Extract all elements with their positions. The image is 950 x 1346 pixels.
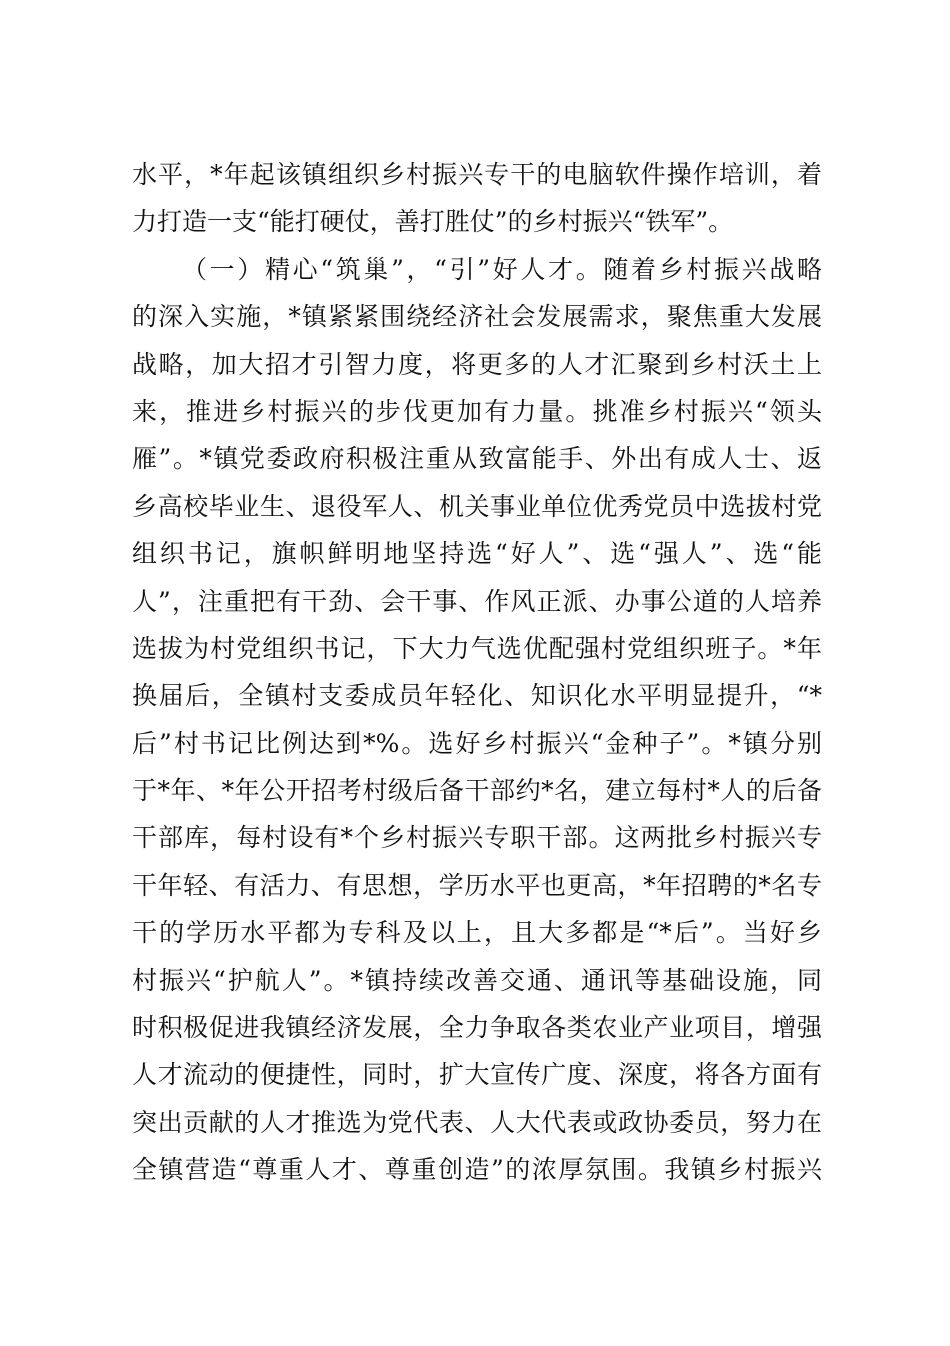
text-line: 换届后，全镇村支委成员年轻化、知识化水平明显提升，“*	[132, 681, 822, 711]
text-line: 全镇营造“尊重人才、尊重创造”的浓厚氛围。我镇乡村振兴	[132, 1155, 822, 1185]
text-line: 突出贡献的人才推选为党代表、人大代表或政协委员，努力在	[132, 1107, 822, 1137]
text-line: 乡高校毕业生、退役军人、机关事业单位优秀党员中选拔村党	[132, 491, 822, 521]
body-text	[132, 151, 822, 1194]
text-line: 人”，注重把有干劲、会干事、作风正派、办事公道的人培养	[132, 586, 822, 616]
text-line: 选拔为村党组织书记，下大力气选优配强村党组织班子。*年	[132, 633, 822, 663]
text-line: 后”村书记比例达到*%。选好乡村振兴“金种子”。*镇分别	[132, 728, 822, 758]
text-line: 来，推进乡村振兴的步伐更加有力量。挑准乡村振兴“领头	[132, 396, 822, 426]
text-line: 水平，*年起该镇组织乡村振兴专干的电脑软件操作培训，着	[132, 160, 822, 189]
text-line: 战略，加大招才引智力度，将更多的人才汇聚到乡村沃土上	[132, 349, 822, 379]
text-line: 干的学历水平都为专科及以上，且大多都是“*后”。当好乡	[132, 918, 822, 948]
text-line: 时积极促进我镇经济发展，全力争取各类农业产业项目，增强	[132, 1013, 822, 1043]
text-line: 的深入实施，*镇紧紧围绕经济社会发展需求，聚焦重大发展	[132, 302, 822, 332]
text-line: 干部库，每村设有*个乡村振兴专职干部。这两批乡村振兴专	[132, 823, 822, 853]
text-line: 干年轻、有活力、有思想，学历水平也更高，*年招聘的*名专	[132, 870, 822, 900]
text-line: 人才流动的便捷性，同时，扩大宣传广度、深度，将各方面有	[132, 1060, 822, 1090]
text-line: 雁”。*镇党委政府积极注重从致富能手、外出有成人士、返	[132, 444, 822, 474]
text-line: （一）精心“筑巢”，“引”好人才。随着乡村振兴战略	[182, 254, 822, 284]
text-line: 组织书记，旗帜鲜明地坚持选“好人”、选“强人”、选“能	[132, 539, 822, 569]
text-line: 力打造一支“能打硬仗，善打胜仗”的乡村振兴“铁军”。	[132, 207, 734, 237]
text-line: 于*年、*年公开招考村级后备干部约*名，建立每村*人的后备	[132, 776, 822, 806]
text-line: 村振兴“护航人”。*镇持续改善交通、通讯等基础设施，同	[132, 965, 822, 995]
